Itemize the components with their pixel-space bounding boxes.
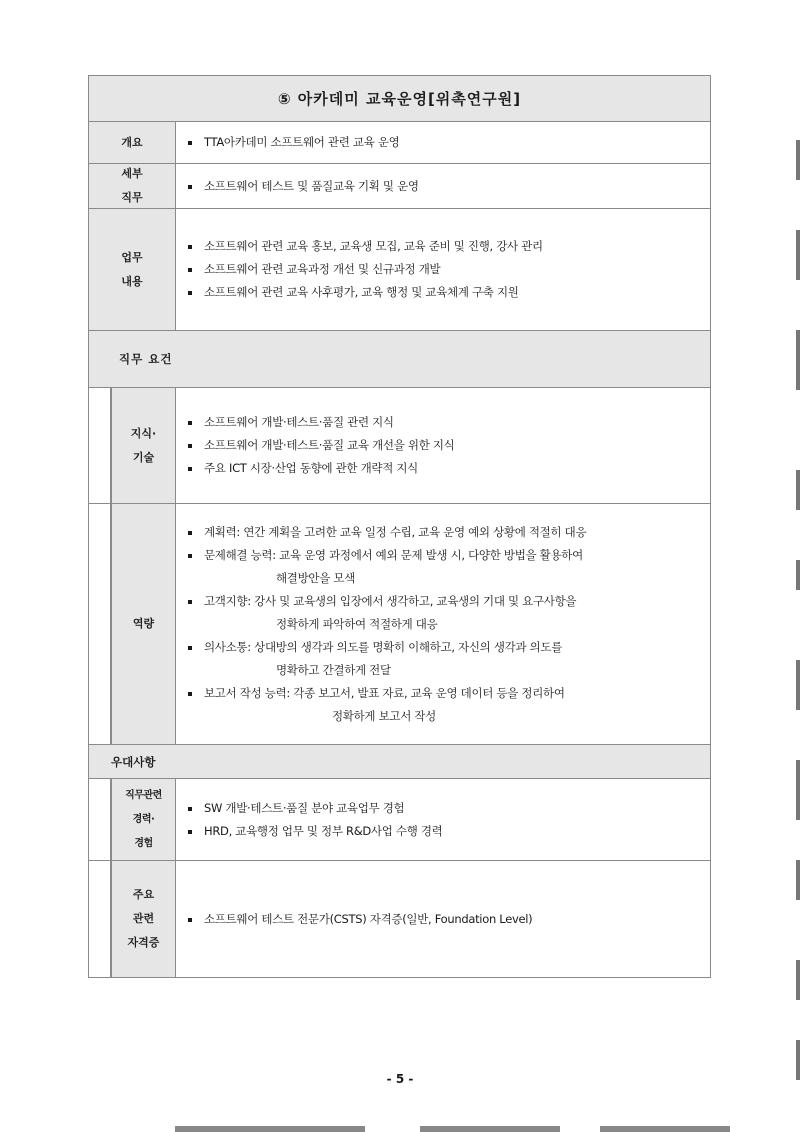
competency-item-text: 의사소통: 상대방의 생각과 의도를 명확히 이해하고, 자신의 생각과 의도를 [204,639,563,654]
scan-bottom-mark [420,1126,560,1132]
competency-item-continuation: 정확하게 파악하여 적절하게 대응 [276,616,438,631]
experience-item: HRD, 교육행정 업무 및 정부 R&D사업 수행 경력 [184,820,702,843]
competency-item-text: 문제해결 능력: 교육 운영 과정에서 예외 문제 발생 시, 다양한 방법을 활용하여 [204,547,583,562]
work-content-item: 소프트웨어 관련 교육 사후평가, 교육 행정 및 교육체계 구축 지원 [184,281,702,304]
requirements-heading: 직무 요건 [119,352,173,366]
knowledge-item: 소프트웨어 개발·테스트·품질 교육 개선을 위한 지식 [184,434,702,457]
preference-heading: 우대사항 [111,754,156,769]
knowledge-item: 소프트웨어 개발·테스트·품질 관련 지식 [184,411,702,434]
detail-duty-content [176,164,710,208]
competency-item-continuation: 명확하고 간결하게 전달 [276,662,391,677]
knowledge-item: 주요 ICT 시장·산업 동향에 관한 개략적 지식 [184,457,702,480]
certificate-label: 주요 관련 자격증 [111,861,176,977]
preference-heading-row [89,745,710,779]
job-description-table [88,75,711,978]
overview-row [89,122,710,164]
competency-item-text: 고객지향: 강사 및 교육생의 입장에서 생각하고, 교육생의 기대 및 요구사항을 [204,593,577,608]
competency-label: 역량 [111,504,176,744]
experience-item: SW 개발·테스트·품질 분야 교육업무 경험 [184,797,702,820]
scan-edge-mark [796,960,800,1000]
experience-label: 직무관련 경력· 경험 [111,779,176,860]
detail-duty-item: 소프트웨어 테스트 및 품질교육 기획 및 운영 [184,175,702,198]
work-content-row [89,209,710,331]
overview-item: TTA아카데미 소프트웨어 관련 교육 운영 [184,131,702,154]
work-content-label: 업무 내용 [89,209,176,330]
scan-bottom-mark [600,1126,730,1132]
scan-edge-mark [796,470,800,510]
competency-item-text: 계획력: 연간 계획을 고려한 교육 일정 수립, 교육 운영 예외 상황에 적절히 대응 [204,524,587,539]
scan-edge-mark [796,140,800,180]
work-content-content [176,209,710,330]
scan-edge-mark [796,660,800,710]
competency-item-continuation: 정확하게 보고서 작성 [332,708,436,723]
scan-edge-mark [796,560,800,590]
knowledge-content [176,388,710,503]
competency-item-continuation: 해결방안을 모색 [276,570,356,585]
scan-edge-mark [796,760,800,820]
scan-bottom-mark [175,1126,365,1132]
experience-row [89,779,710,861]
requirements-heading-row [89,331,710,388]
scan-edge-mark [796,230,800,280]
overview-label: 개요 [89,122,176,163]
competency-item-text: 보고서 작성 능력: 각종 보고서, 발표 자료, 교육 운영 데이터 등을 정리하여 [204,685,565,700]
inset-rule-requirements [110,388,111,745]
knowledge-row [89,388,710,504]
competency-item [184,521,702,544]
competency-item [184,636,702,682]
work-content-item: 소프트웨어 관련 교육과정 개선 및 신규과정 개발 [184,258,702,281]
certificate-item: 소프트웨어 테스트 전문가(CSTS) 자격증(일반, Foundation Level) [184,908,702,931]
competency-content [176,504,710,744]
certificate-row [89,861,710,977]
competency-item [184,544,702,590]
table-title-row [89,76,710,122]
overview-content [176,122,710,163]
work-content-item: 소프트웨어 관련 교육 홍보, 교육생 모집, 교육 준비 및 진행, 강사 관리 [184,235,702,258]
detail-duty-row [89,164,710,209]
competency-item [184,682,702,728]
competency-item [184,590,702,636]
inset-rule-preferences [110,779,111,977]
knowledge-label: 지식· 기술 [111,388,176,503]
scan-edge-mark [796,860,800,900]
experience-content [176,779,710,860]
scan-edge-mark [796,1040,800,1080]
page-number: - 5 - [386,1072,414,1086]
scan-edge-mark [796,330,800,390]
certificate-content [176,861,710,977]
detail-duty-label: 세부 직무 [89,164,176,208]
competency-row [89,504,710,745]
table-title: ⑤ 아카데미 교육운영[위촉연구원] [277,90,522,108]
